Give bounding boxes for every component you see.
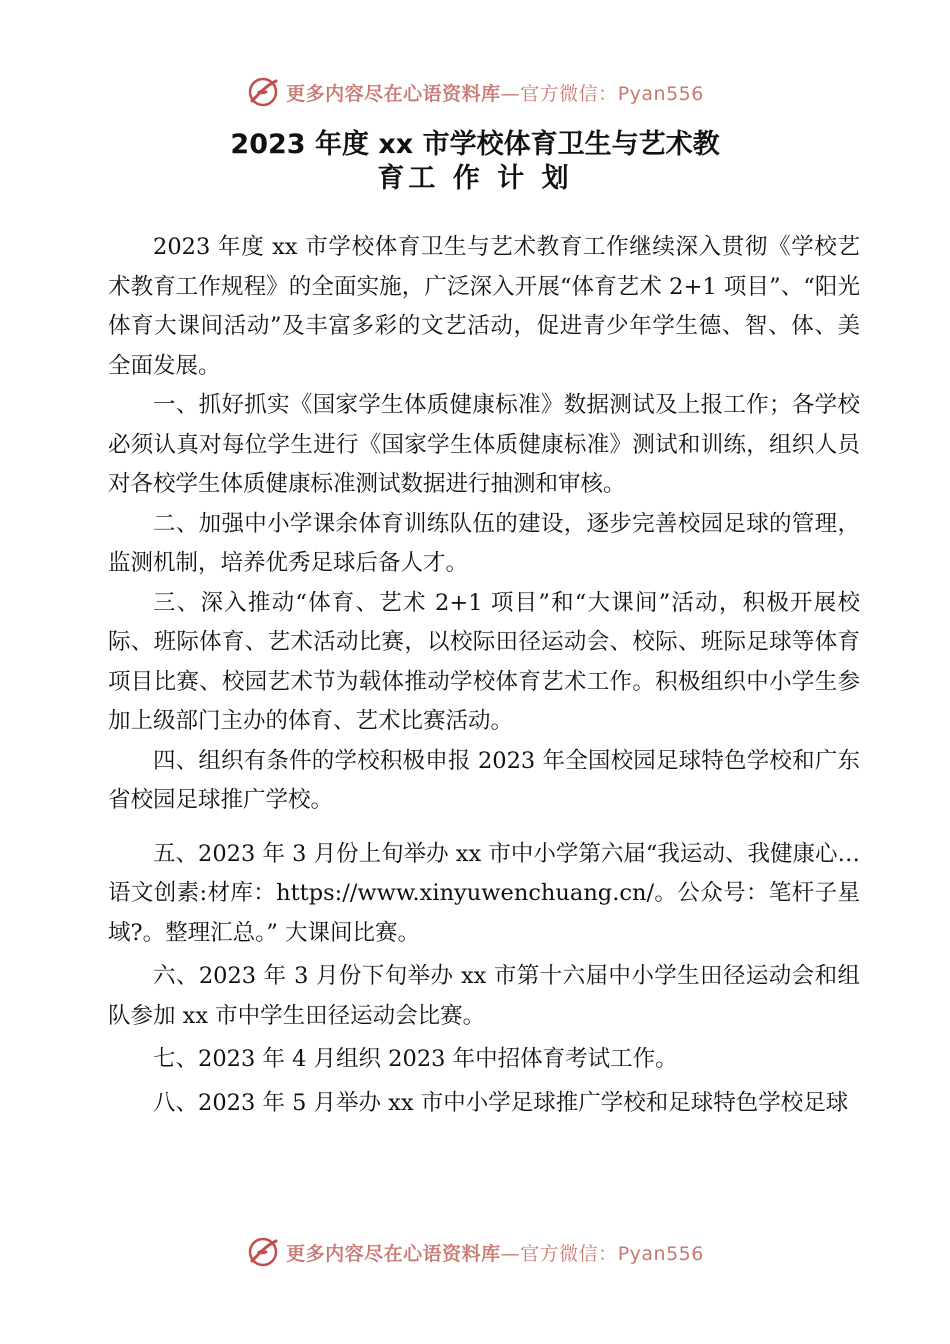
paragraph-item-1: 一、抓好抓实《国家学生体质健康标准》数据测试及上报工作；各学校必须认真对每位学生进行《国家学生体质健康标准》测试和训练，组织人员对各校学生体质健康标准测试数据进行抽测和审核。 (108, 392, 860, 497)
title-line-2: 育工 作 计 划 (377, 163, 573, 194)
watermark-dash: — (500, 1242, 521, 1265)
paragraph-item-2: 二、加强中小学课余体育训练队伍的建设，逐步完善校园足球的管理，监测机制，培养优秀足球后备人才。 (108, 510, 860, 576)
watermark-footer (0, 1232, 950, 1272)
document-title (0, 128, 950, 196)
watermark-header (0, 72, 950, 112)
watermark-wechat-id: Pyan556 (617, 1242, 704, 1265)
paragraph-item-8: 八、2023 年 5 月举办 xx 市中小学足球推广学校和足球特色学校足球 (153, 1089, 849, 1116)
paragraph-item-4: 四、组织有条件的学校积极申报 2023 年全国校园足球特色学校和广东省校园足球推广学校。 (108, 747, 860, 813)
paragraph-item-6: 六、2023 年 3 月份下旬举办 xx 市第十六届中小学生田径运动会和组队参加 xx 市中学生田径运动会比赛。 (108, 963, 860, 1029)
watermark-logo-icon (246, 75, 280, 109)
paragraph-item-7: 七、2023 年 4 月组织 2023 年中招体育考试工作。 (153, 1046, 678, 1072)
watermark-dash: — (500, 82, 521, 105)
watermark-main-text: 更多内容尽在心语资料库 (286, 82, 501, 105)
watermark-label: 官方微信： (520, 82, 618, 105)
paragraph-intro: 2023 年度 xx 市学校体育卫生与艺术教育工作继续深入贯彻《学校艺术教育工作规程》的全面实施，广泛深入开展“体育艺术 2+1 项目”、“阳光体育大课间活动”及丰富多彩的文艺活动，促进青少年学生德、智、体、美全面发展。 (108, 234, 860, 379)
watermark-wechat-id: Pyan556 (617, 82, 704, 105)
watermark-label: 官方微信： (520, 1242, 618, 1265)
title-line-1: 2023 年度 xx 市学校体育卫生与艺术教 (230, 129, 720, 160)
watermark-main-text: 更多内容尽在心语资料库 (286, 1242, 501, 1265)
paragraph-item-5: 五、2023 年 3 月份上旬举办 xx 市中小学第六届“我运动、我健康心…语文创素:材库：https://www.xinyuwenchuang.cn/。公众号：笔杆子星域?。整理汇总。” 大课间比赛。 (108, 840, 860, 946)
document-body (108, 228, 860, 1123)
paragraph-item-3: 三、深入推动“体育、艺术 2+1 项目”和“大课间”活动，积极开展校际、班际体育、艺术活动比赛，以校际田径运动会、校际、班际足球等体育项目比赛、校园艺术节为载体推动学校体育艺术工作。积极组织中小学生参加上级部门主办的体育、艺术比赛活动。 (108, 589, 860, 734)
watermark-logo-icon (246, 1235, 280, 1269)
